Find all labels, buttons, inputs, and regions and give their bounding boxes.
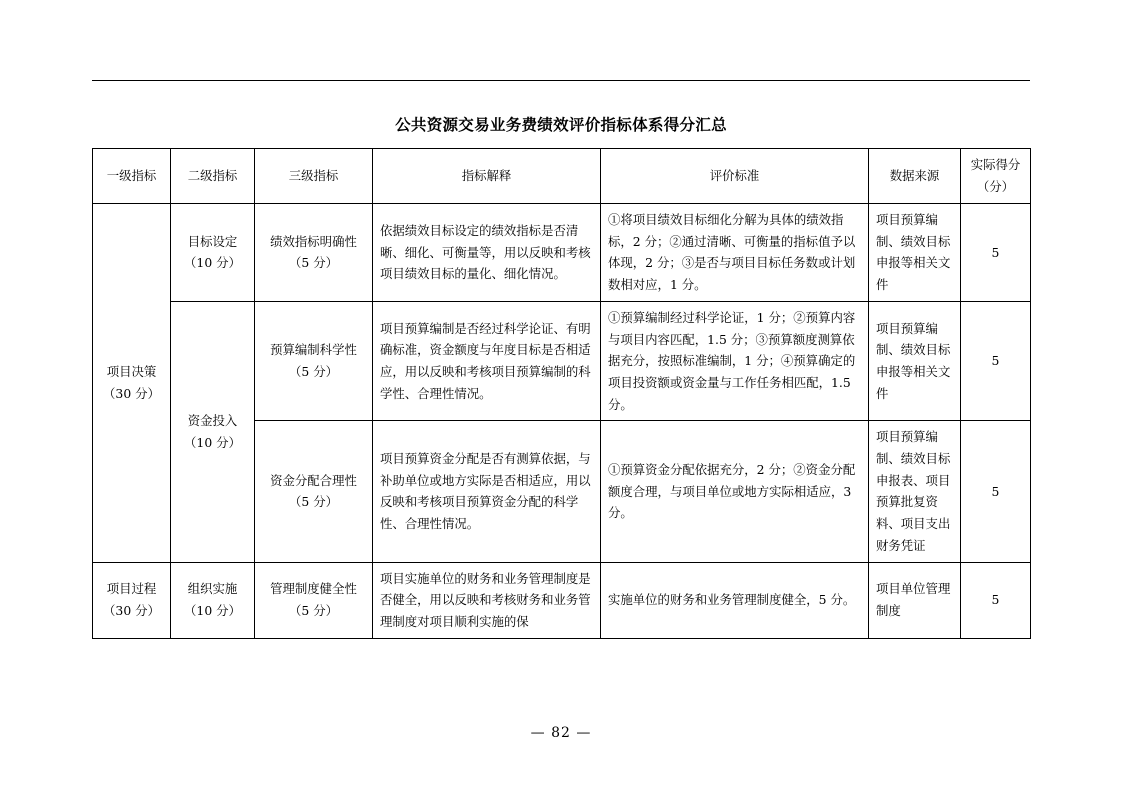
- level3-line2: （5 分）: [289, 364, 338, 380]
- table-row: [93, 204, 1031, 302]
- col-header-score-line1: 实际得分: [970, 157, 1021, 173]
- col-header-level3: 三级指标: [255, 149, 373, 204]
- level1-cell-process: [93, 562, 171, 638]
- level1-line1: 项目过程: [106, 581, 157, 597]
- level3-cell-budget-science: [255, 301, 373, 421]
- level1-line1: 项目决策: [106, 364, 157, 380]
- level3-line2: （5 分）: [289, 494, 338, 510]
- level2-cell-organization: [171, 562, 255, 638]
- score-cell: 5: [961, 301, 1031, 421]
- col-header-level1: 一级指标: [93, 149, 171, 204]
- source-cell: 项目预算编制、绩效目标申报等相关文件: [869, 204, 961, 302]
- level3-line2: （5 分）: [289, 255, 338, 271]
- col-header-explanation: 指标解释: [373, 149, 601, 204]
- level3-line1: 绩效指标明确性: [270, 233, 357, 249]
- level3-line1: 预算编制科学性: [270, 342, 357, 358]
- col-header-criteria: 评价标准: [601, 149, 869, 204]
- col-header-level2: 二级指标: [171, 149, 255, 204]
- level2-line2: （10 分）: [184, 255, 241, 271]
- level2-cell-goal-setting: [171, 204, 255, 302]
- explanation-cell: 项目预算资金分配是否有测算依据，与补助单位或地方实际是否相适应，用以反映和考核项目预算资金分配的科学性、合理性情况。: [373, 421, 601, 562]
- score-cell: 5: [961, 204, 1031, 302]
- header-rule: [92, 80, 1030, 81]
- level1-line2: （30 分）: [103, 603, 160, 619]
- explanation-cell: 项目实施单位的财务和业务管理制度是否健全，用以反映和考核财务和业务管理制度对项目顺利实施的保: [373, 562, 601, 638]
- page-number: — 82 —: [530, 725, 592, 741]
- explanation-cell: 项目预算编制是否经过科学论证、有明确标准，资金额度与年度目标是否相适应，用以反映和考核项目预算编制的科学性、合理性情况。: [373, 301, 601, 421]
- level2-line1: 组织实施: [187, 581, 238, 597]
- source-cell: 项目单位管理制度: [869, 562, 961, 638]
- criteria-cell: ①将项目绩效目标细化分解为具体的绩效指标，2 分；②通过清晰、可衡量的指标值予以体现，2 分；③是否与项目目标任务数或计划数相对应，1 分。: [601, 204, 869, 302]
- score-cell: 5: [961, 562, 1031, 638]
- col-header-score: [961, 149, 1031, 204]
- source-cell: 项目预算编制、绩效目标申报表、项目预算批复资料、项目支出财务凭证: [869, 421, 961, 562]
- page-title: 公共资源交易业务费绩效评价指标体系得分汇总: [395, 115, 727, 134]
- level2-line1: 目标设定: [187, 233, 238, 249]
- level3-cell-indicator-clarity: [255, 204, 373, 302]
- level1-cell-decision: [93, 204, 171, 563]
- level3-line2: （5 分）: [289, 603, 338, 619]
- criteria-cell: 实施单位的财务和业务管理制度健全，5 分。: [601, 562, 869, 638]
- level1-line2: （30 分）: [103, 385, 160, 401]
- level3-line1: 资金分配合理性: [270, 472, 357, 488]
- level3-cell-management-system: [255, 562, 373, 638]
- indicator-table: [92, 148, 1031, 639]
- level2-line2: （10 分）: [184, 434, 241, 450]
- level2-cell-fund-input: [171, 301, 255, 562]
- table-header-row: [93, 149, 1031, 204]
- explanation-cell: 依据绩效目标设定的绩效指标是否清晰、细化、可衡量等，用以反映和考核项目绩效目标的量化、细化情况。: [373, 204, 601, 302]
- criteria-cell: ①预算资金分配依据充分，2 分；②资金分配额度合理，与项目单位或地方实际相适应，3 分。: [601, 421, 869, 562]
- col-header-source: 数据来源: [869, 149, 961, 204]
- table-row: [93, 562, 1031, 638]
- level2-line2: （10 分）: [184, 603, 241, 619]
- col-header-score-line2: （分）: [976, 179, 1015, 194]
- score-cell: 5: [961, 421, 1031, 562]
- level3-cell-fund-allocation: [255, 421, 373, 562]
- criteria-cell: ①预算编制经过科学论证，1 分；②预算内容与项目内容匹配，1.5 分；③预算额度测算依据充分，按照标准编制，1 分；④预算确定的项目投资额或资金量与工作任务相匹配，1.5 分。: [601, 301, 869, 421]
- level3-line1: 管理制度健全性: [270, 581, 357, 597]
- source-cell: 项目预算编制、绩效目标申报等相关文件: [869, 301, 961, 421]
- table-row: [93, 301, 1031, 421]
- level2-line1: 资金投入: [187, 412, 238, 428]
